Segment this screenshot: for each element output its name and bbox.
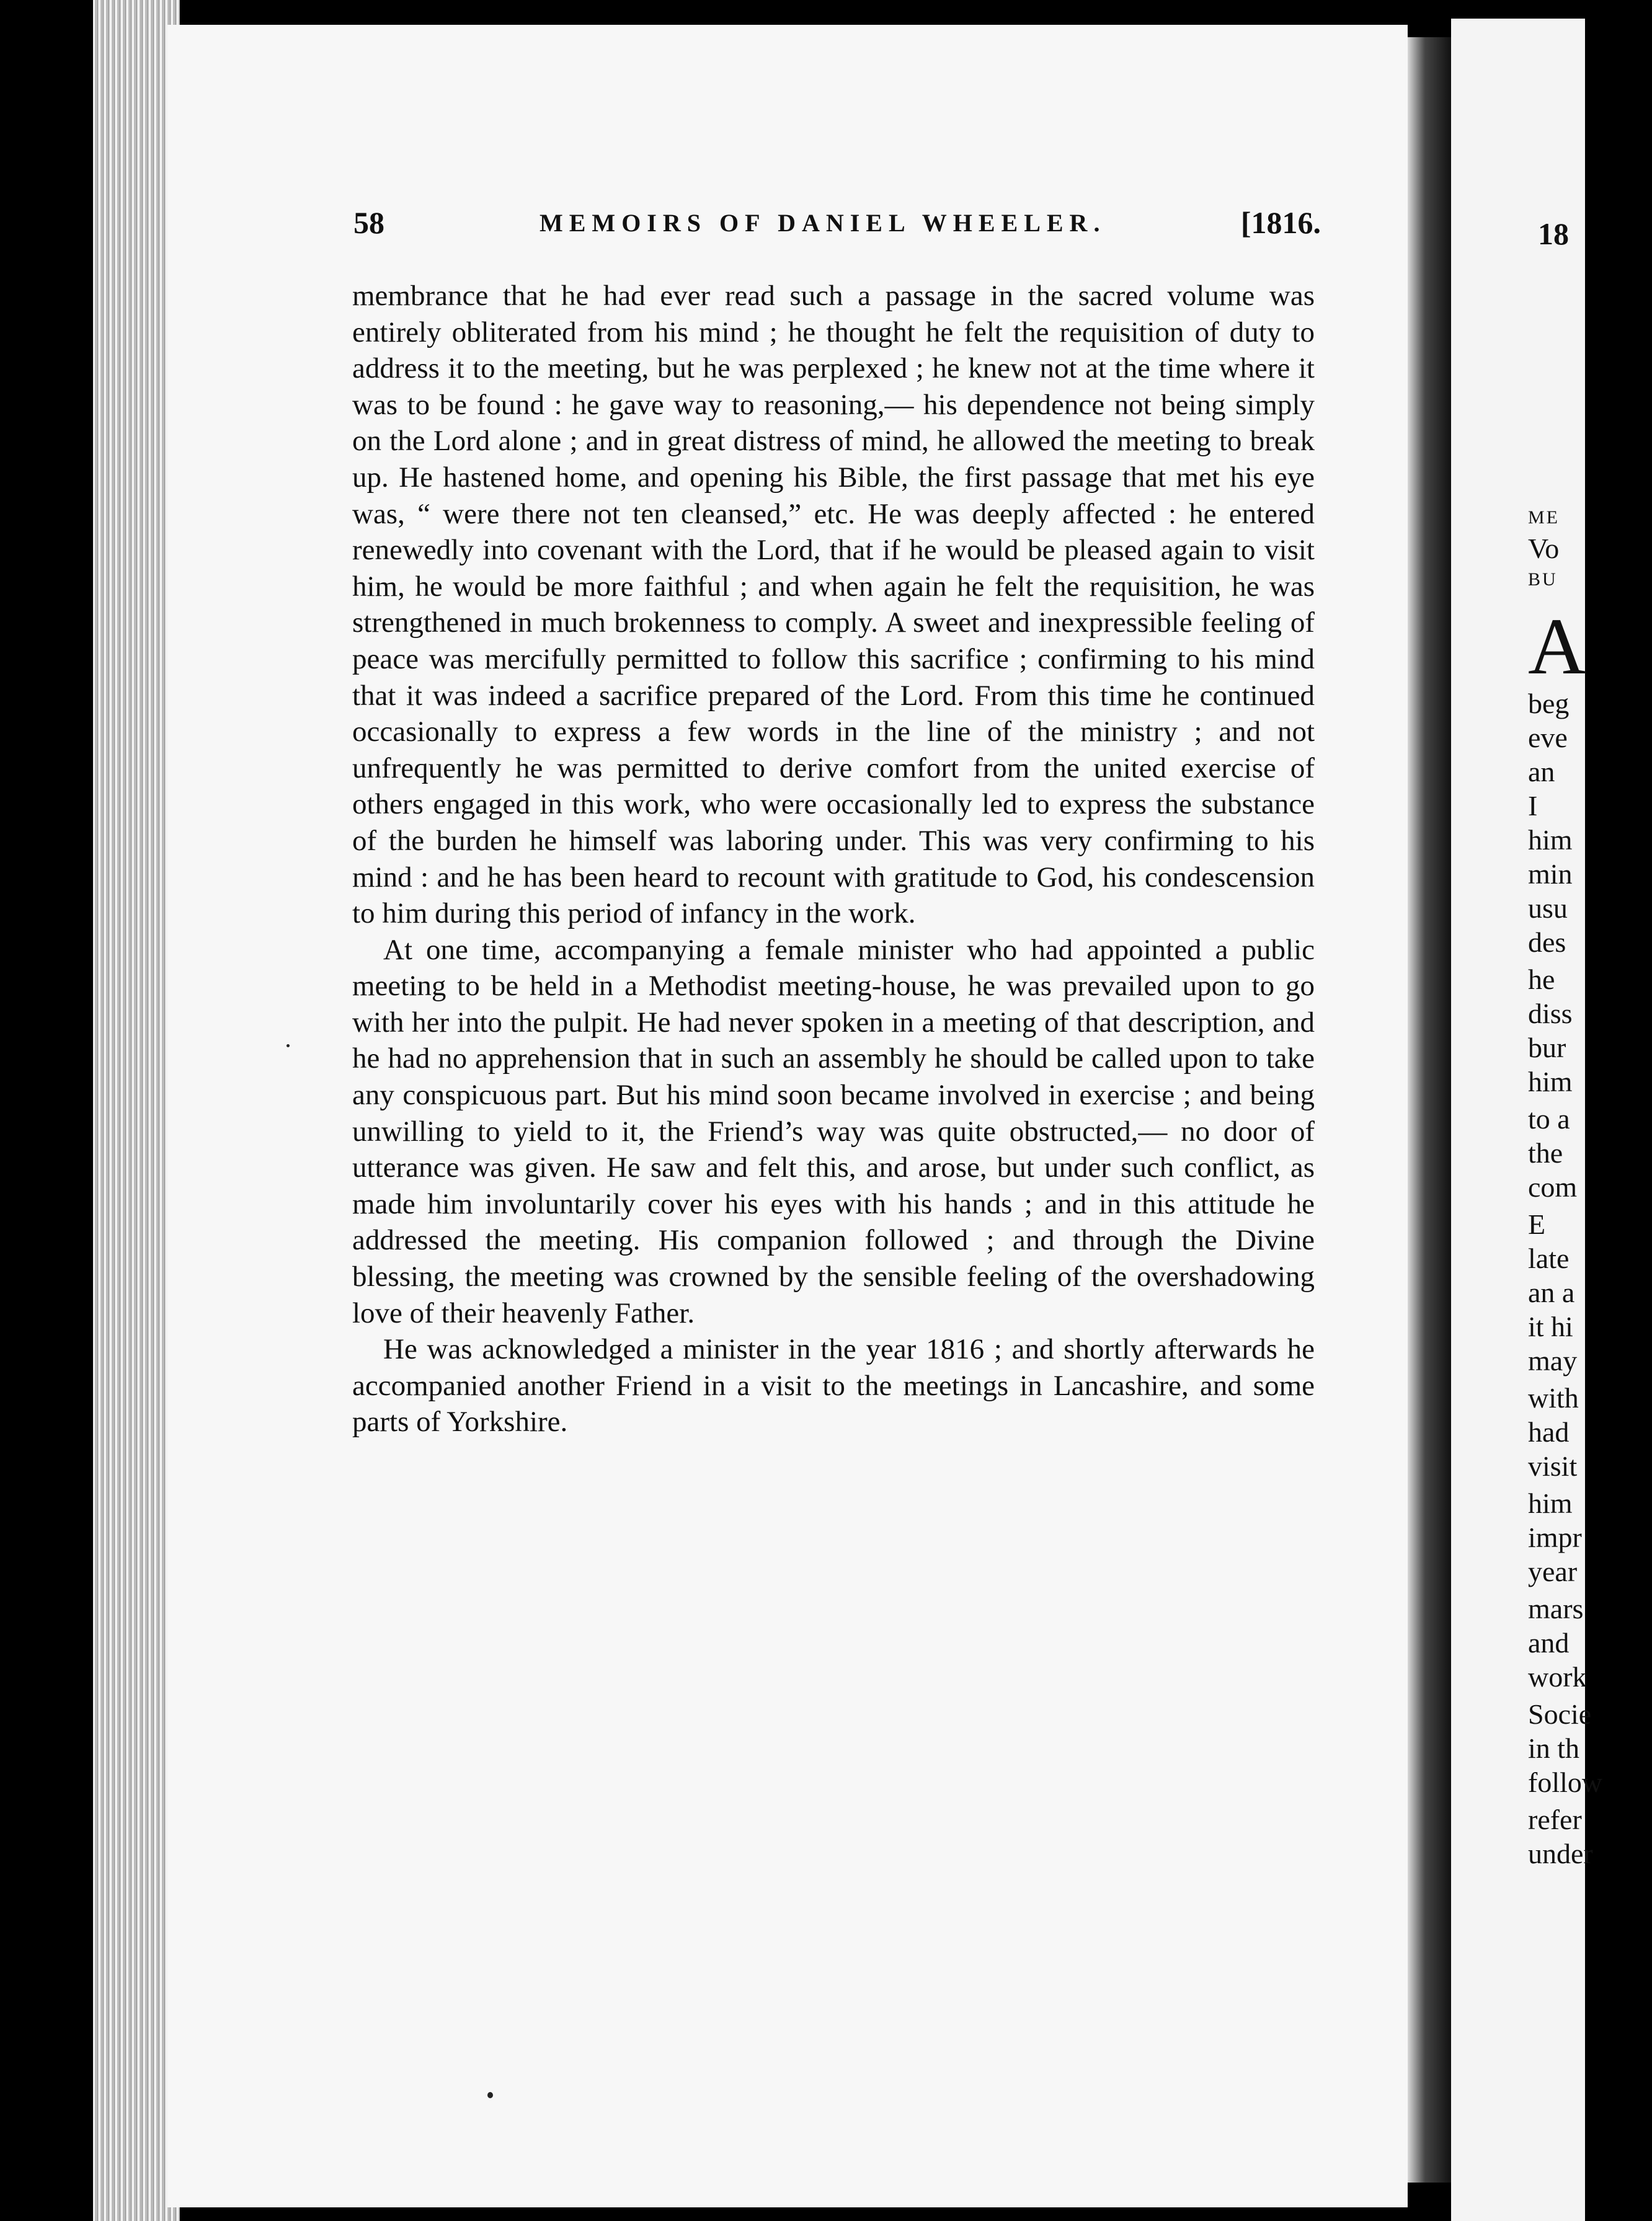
facing-page-fragment-line: to a [1528,1103,1570,1135]
paragraph-1: membrance that he had ever read such a passage in the sacred volume was entirely obliterated from his mind ; he thought he felt the requisition of duty to address it to the meeting, but he was perplexed ; he knew not at the time where it was to be found : he gave way to reasoning,— his dependence not being simply on the Lord alone ; and in great distress of mind, he allowed the meeting to break up. He hastened home, and opening his Bible, the first passage that met his eye was, “ were there not ten cleansed,” etc. He was deeply affected : he entered renewedly into covenant with the Lord, that if he would be pleased again to visit him, he would be more faithful ; and when again he felt the requisition, he was strengthened in much brokenness to comply. A sweet and inexpressible feeling of peace was mercifully permitted to follow this sacrifice ; confirming to his mind that it was indeed a sacrifice prepared of the Lord. From this time he continued occasionally to express a few words in the line of the ministry ; and not unfrequently he was permitted to derive comfort from the united exercise of others engaged in this work, who were occasionally led to express the substance of the burden he himself was laboring under. This was very confirming to his mind : and he has been heard to recount with gratitude to God, his condescension to him during this period of infancy in the work. [352,280,1315,930]
facing-page-fragment-line: work [1528,1661,1587,1693]
facing-page-fragment-line: refer [1528,1804,1582,1835]
facing-page-fragment-line: usu [1528,892,1568,924]
facing-page-fragment-line: and [1528,1627,1570,1659]
facing-page-fragment-line: an a [1528,1277,1575,1308]
facing-page-fragment-line: in th [1528,1732,1580,1764]
facing-page-fragment-line: ME [1528,507,1560,528]
facing-page-fragment-line: him [1528,1066,1573,1097]
facing-page-fragment-line: visit [1528,1450,1578,1482]
paragraph-2: At one time, accompanying a female minister who had appointed a public meeting to be held in a Methodist meeting-house, he was prevailed upon to go with her into the pulpit. He had never spoken in a meeting of that description, and he had no apprehension that in such an assembly he should be called upon to take any conspicuous part. But his mind soon became involved in exercise ; and being unwilling to yield to it, the Friend’s way was quite obstructed,— no door of utterance was given. He saw and felt this, and arose, but under such conflict, as made him involuntarily cover his eyes with his hands ; and in this attitude he addressed the meeting. His companion followed ; and through the Divine blessing, the meeting was crowned by the sensible feeling of the overshadowing love of their heavenly Father. [352,933,1315,1329]
running-title: MEMOIRS OF DANIEL WHEELER. [540,209,1106,237]
page-block-edges [93,0,180,2221]
facing-page-fragment-line: mars [1528,1593,1584,1625]
paragraph-3: He was acknowledged a minister in the year 1816 ; and shortly afterwards he accompanied another Friend in a visit to the meetings in Lancashire, and some parts of Yorkshire. [352,1333,1315,1439]
running-year: [1816. [1240,205,1321,240]
facing-page-fragment-line: A [1528,602,1586,691]
facing-page-fragment-line: late [1528,1243,1570,1274]
facing-page-fragment-line: I [1528,790,1538,822]
facing-page-fragment-line: it hi [1528,1311,1573,1342]
facing-page-fragment-line: with [1528,1382,1579,1414]
facing-page-fragment-line: follow [1528,1767,1603,1798]
facing-page-fragment-line: 18 [1538,216,1569,251]
facing-page-fragment-line: him [1528,1487,1573,1519]
facing-page-fragment-line: had [1528,1416,1570,1448]
facing-page-fragment-line: may [1528,1345,1578,1376]
facing-page-fragment-line: BU [1528,569,1558,590]
facing-page-fragment-line: Socie [1528,1698,1592,1730]
facing-page-fragment-line: under [1528,1838,1593,1869]
facing-page-fragment-line: year [1528,1556,1578,1587]
facing-page-fragment-line: impr [1528,1522,1582,1553]
facing-page-fragment-line: com [1528,1171,1578,1203]
facing-page-fragment-line: the [1528,1137,1563,1169]
page-number: 58 [353,205,384,240]
facing-page-fragment-line: Vo [1528,533,1560,564]
body-text [352,278,1315,1440]
facing-page-fragment-line: bur [1528,1032,1566,1063]
facing-page-fragment-line: diss [1528,998,1573,1029]
facing-page-fragment-line: beg [1528,688,1570,719]
book-gutter [1408,37,1451,2183]
facing-page-fragment [1451,19,1603,2221]
facing-page-fragment-line: des [1528,926,1566,958]
facing-page-fragment-line: min [1528,858,1573,890]
running-head [353,205,1321,254]
facing-page-fragment-line: eve [1528,722,1568,753]
ink-speck [286,1044,290,1047]
facing-page-fragment-line: E [1528,1208,1546,1240]
facing-page-fragment-line: him [1528,824,1573,856]
ink-speck [487,2092,493,2098]
facing-page-fragment-line: he [1528,964,1555,995]
facing-page-fragment-line: an [1528,756,1555,787]
